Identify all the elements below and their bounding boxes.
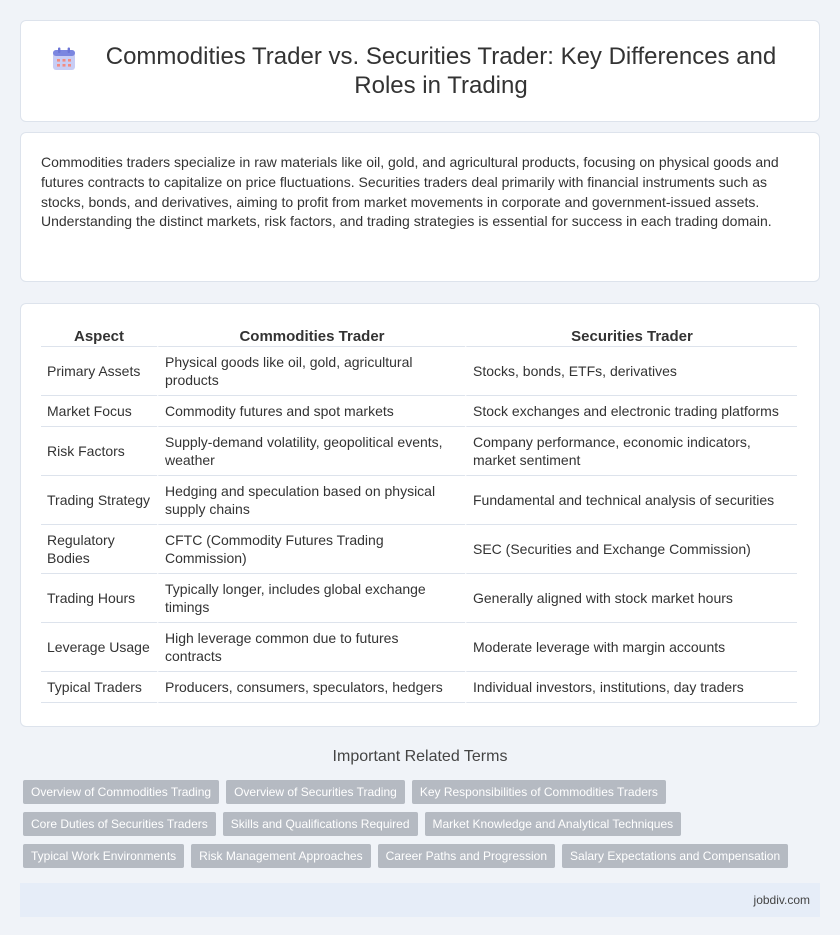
related-terms-tags — [20, 780, 820, 868]
table-cell-aspect: Trading Hours — [41, 574, 157, 623]
tag-work-environments[interactable]: Typical Work Environments — [23, 844, 184, 868]
footer — [20, 883, 820, 917]
table-cell-commodities: Typically longer, includes global exchange timings — [157, 574, 465, 623]
table-cell-commodities: High leverage common due to futures contracts — [157, 623, 465, 672]
table-cell-securities: Generally aligned with stock market hours — [465, 574, 797, 623]
table-cell-aspect: Typical Traders — [41, 672, 157, 703]
intro-text: Commodities traders specialize in raw materials like oil, gold, and agricultural products, focusing on physical goods and futures contracts to capitalize on price fluctuations. Securities traders deal primarily with financial instruments such as stocks, bonds, and derivatives, aiming to profit from market movements in corporate and government-issued assets. Understanding the distinct markets, risk factors, and trading strategies is essential for success in each trading domain. — [41, 154, 779, 230]
tag-duties-securities-traders[interactable]: Core Duties of Securities Traders — [23, 812, 216, 836]
page-title: Commodities Trader vs. Securities Trader: Key Differences and Roles in Trading — [105, 43, 777, 99]
table-cell-aspect: Leverage Usage — [41, 623, 157, 672]
header-card — [20, 20, 820, 122]
related-terms-title: Important Related Terms — [332, 748, 508, 765]
table-cell-securities: SEC (Securities and Exchange Commission) — [465, 525, 797, 574]
table-cell-securities: Company performance, economic indicators, market sentiment — [465, 427, 797, 476]
header-aspect: Aspect — [41, 324, 157, 347]
tag-skills-qualifications[interactable]: Skills and Qualifications Required — [223, 812, 418, 836]
table-cell-commodities: Commodity futures and spot markets — [157, 396, 465, 427]
tag-overview-commodities-trading[interactable]: Overview of Commodities Trading — [23, 780, 219, 804]
table-cell-aspect: Trading Strategy — [41, 476, 157, 525]
table-cell-commodities: Physical goods like oil, gold, agricultural products — [157, 347, 465, 396]
table-cell-aspect: Risk Factors — [41, 427, 157, 476]
table-cell-securities: Stock exchanges and electronic trading platforms — [465, 396, 797, 427]
table-cell-commodities: Hedging and speculation based on physical supply chains — [157, 476, 465, 525]
header-commodities-trader: Commodities Trader — [157, 324, 465, 347]
comparison-table-card — [20, 303, 820, 727]
related-terms-section — [20, 747, 820, 868]
table-row — [41, 427, 797, 476]
table-row — [41, 525, 797, 574]
table-row — [41, 574, 797, 623]
tag-responsibilities-commodities-traders[interactable]: Key Responsibilities of Commodities Traders — [412, 780, 666, 804]
table-cell-securities: Moderate leverage with margin accounts — [465, 623, 797, 672]
intro-card — [20, 132, 820, 282]
table-row — [41, 396, 797, 427]
tag-risk-management[interactable]: Risk Management Approaches — [191, 844, 370, 868]
header-securities-trader: Securities Trader — [465, 324, 797, 347]
table-header-row — [41, 324, 797, 347]
tag-market-knowledge[interactable]: Market Knowledge and Analytical Techniques — [425, 812, 682, 836]
table-row — [41, 476, 797, 525]
header-inner — [51, 42, 789, 100]
table-cell-securities: Fundamental and technical analysis of securities — [465, 476, 797, 525]
tag-salary-expectations[interactable]: Salary Expectations and Compensation — [562, 844, 788, 868]
table-cell-commodities: CFTC (Commodity Futures Trading Commission) — [157, 525, 465, 574]
table-cell-securities: Stocks, bonds, ETFs, derivatives — [465, 347, 797, 396]
table-cell-aspect: Market Focus — [41, 396, 157, 427]
table-cell-aspect: Primary Assets — [41, 347, 157, 396]
comparison-table — [41, 324, 797, 703]
table-cell-securities: Individual investors, institutions, day traders — [465, 672, 797, 703]
table-row — [41, 347, 797, 396]
tag-overview-securities-trading[interactable]: Overview of Securities Trading — [226, 780, 405, 804]
calendar-icon — [51, 46, 77, 72]
table-cell-commodities: Supply-demand volatility, geopolitical events, weather — [157, 427, 465, 476]
table-cell-commodities: Producers, consumers, speculators, hedgers — [157, 672, 465, 703]
table-row — [41, 672, 797, 703]
table-cell-aspect: Regulatory Bodies — [41, 525, 157, 574]
tag-career-paths[interactable]: Career Paths and Progression — [378, 844, 555, 868]
footer-site-link[interactable]: jobdiv.com — [753, 893, 810, 907]
table-row — [41, 623, 797, 672]
